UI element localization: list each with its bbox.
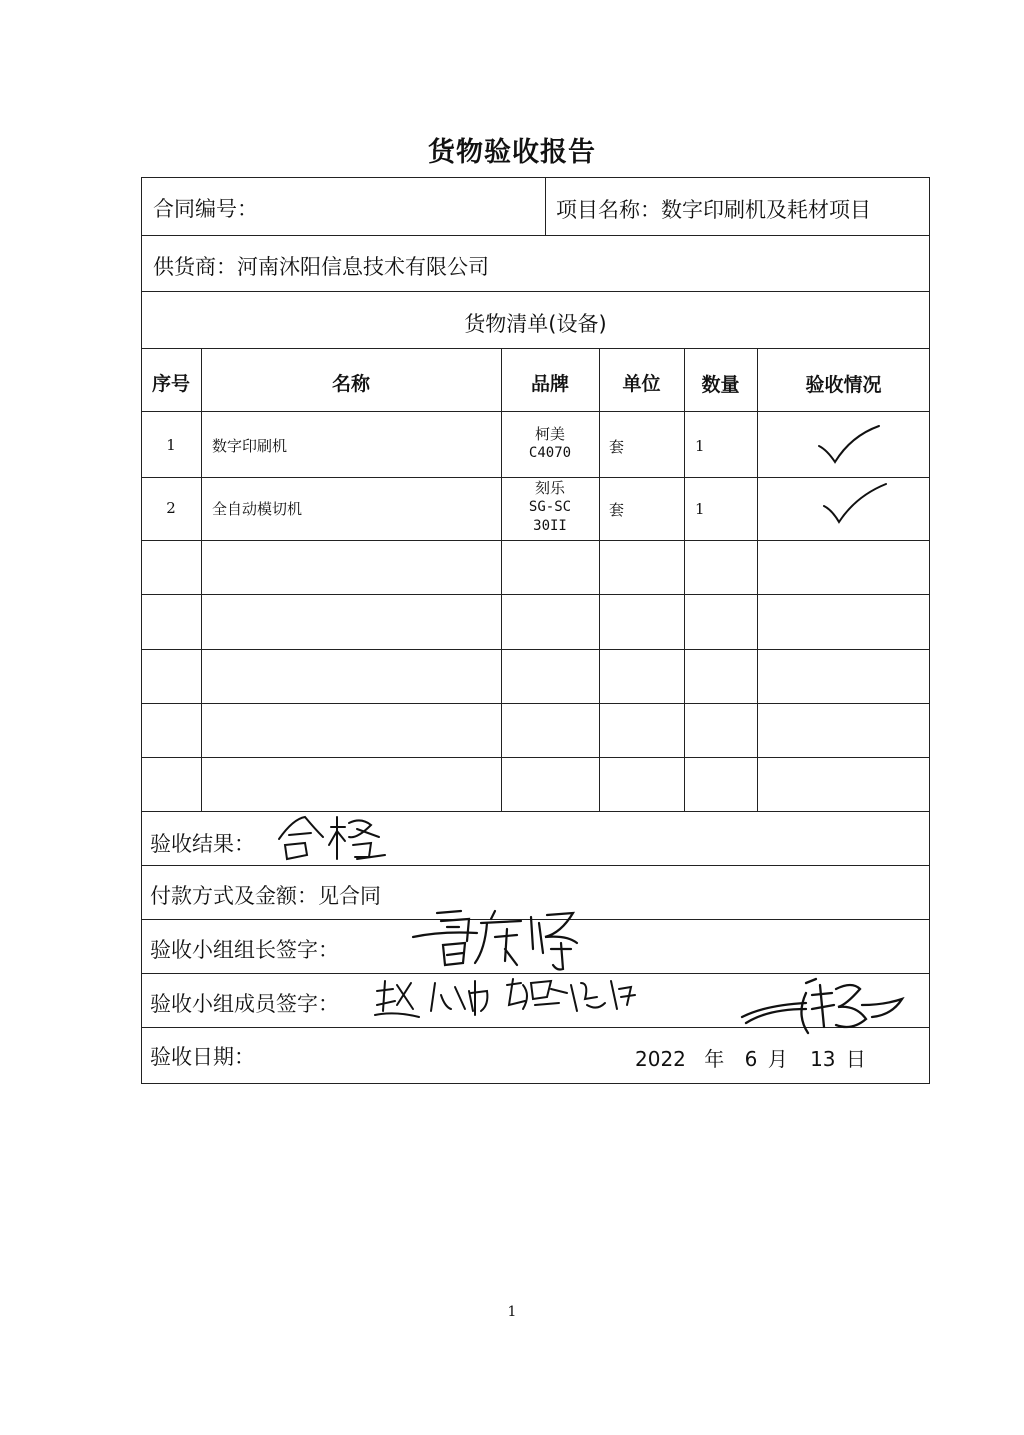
row1-brand-model: C4070 [528,445,572,461]
row2-qty: 1 [695,500,705,518]
row1-qty: 1 [695,437,705,455]
date-year: 2022 [635,1047,686,1071]
row2-brand-model: SG-SC [528,499,572,515]
row2-unit: 套 [609,501,625,519]
row-divider [141,235,930,236]
header-no: 序号 [151,373,190,395]
member-handwritten-signatures [375,975,637,1027]
row-divider [141,291,930,292]
page-number: 1 [507,1304,517,1320]
row-divider [141,811,930,812]
row1-brand-cn: 柯美 [534,425,565,443]
column-divider [201,348,202,811]
list-title: 货物清单(设备) [464,312,607,336]
leader-handwritten-signature [411,909,581,977]
contract-no-label: 合同编号： [153,197,258,221]
date-month: 6 [744,1047,758,1071]
member-handwritten-signature-extra [656,975,806,1045]
header-qty: 数量 [701,374,740,396]
row-divider [141,865,930,866]
member-sign-label: 验收小组成员签字： [150,992,339,1016]
supplier-value: 河南沐阳信息技术有限公司 [237,255,489,279]
row-divider [141,540,930,541]
row1-name: 数字印刷机 [212,437,288,455]
column-divider [501,348,502,811]
date-month-unit: 月 [767,1047,788,1071]
row-divider [141,348,930,349]
row1-brand [501,425,599,463]
payment-value: 见合同 [318,884,381,908]
column-divider [599,348,600,811]
date-year-unit: 年 [704,1047,725,1071]
header-name: 名称 [331,373,370,395]
row-divider [141,703,930,704]
row2-brand [501,479,599,536]
result-handwritten-signature [275,815,387,867]
project-name [556,194,871,224]
header-unit: 单位 [622,373,661,395]
column-divider [545,177,546,235]
row1-no: 1 [166,436,176,454]
row2-no: 2 [166,499,176,517]
date-day-unit: 日 [845,1047,866,1071]
row-divider [141,594,930,595]
project-label: 项目名称： [556,198,661,222]
header-brand: 品牌 [530,373,569,395]
column-divider [757,348,758,811]
row-divider [141,757,930,758]
row-divider [141,649,930,650]
column-divider [684,348,685,811]
row-divider [141,411,930,412]
date-day: 13 [810,1047,836,1071]
row2-name: 全自动模切机 [212,500,303,518]
payment-label: 付款方式及金额： [150,884,318,908]
row1-checkmark-icon [817,424,881,472]
document-title: 货物验收报告 [428,137,596,168]
result-label: 验收结果： [150,832,255,856]
row-divider [141,1027,930,1028]
payment [150,880,381,910]
supplier [153,251,489,281]
acceptance-date [635,1043,866,1072]
row2-checkmark-icon [822,482,888,530]
acceptance-form [141,177,930,1084]
row2-brand-cn: 刻乐 [534,479,565,497]
project-value: 数字印刷机及耗材项目 [661,198,871,222]
row2-brand-model-suffix: 30II [533,518,567,534]
row1-unit: 套 [609,438,625,456]
date-label: 验收日期： [150,1045,255,1069]
leader-sign-label: 验收小组组长签字： [150,938,339,962]
header-inspection: 验收情况 [805,374,882,396]
supplier-label: 供货商： [153,255,237,279]
row-divider [141,477,930,478]
